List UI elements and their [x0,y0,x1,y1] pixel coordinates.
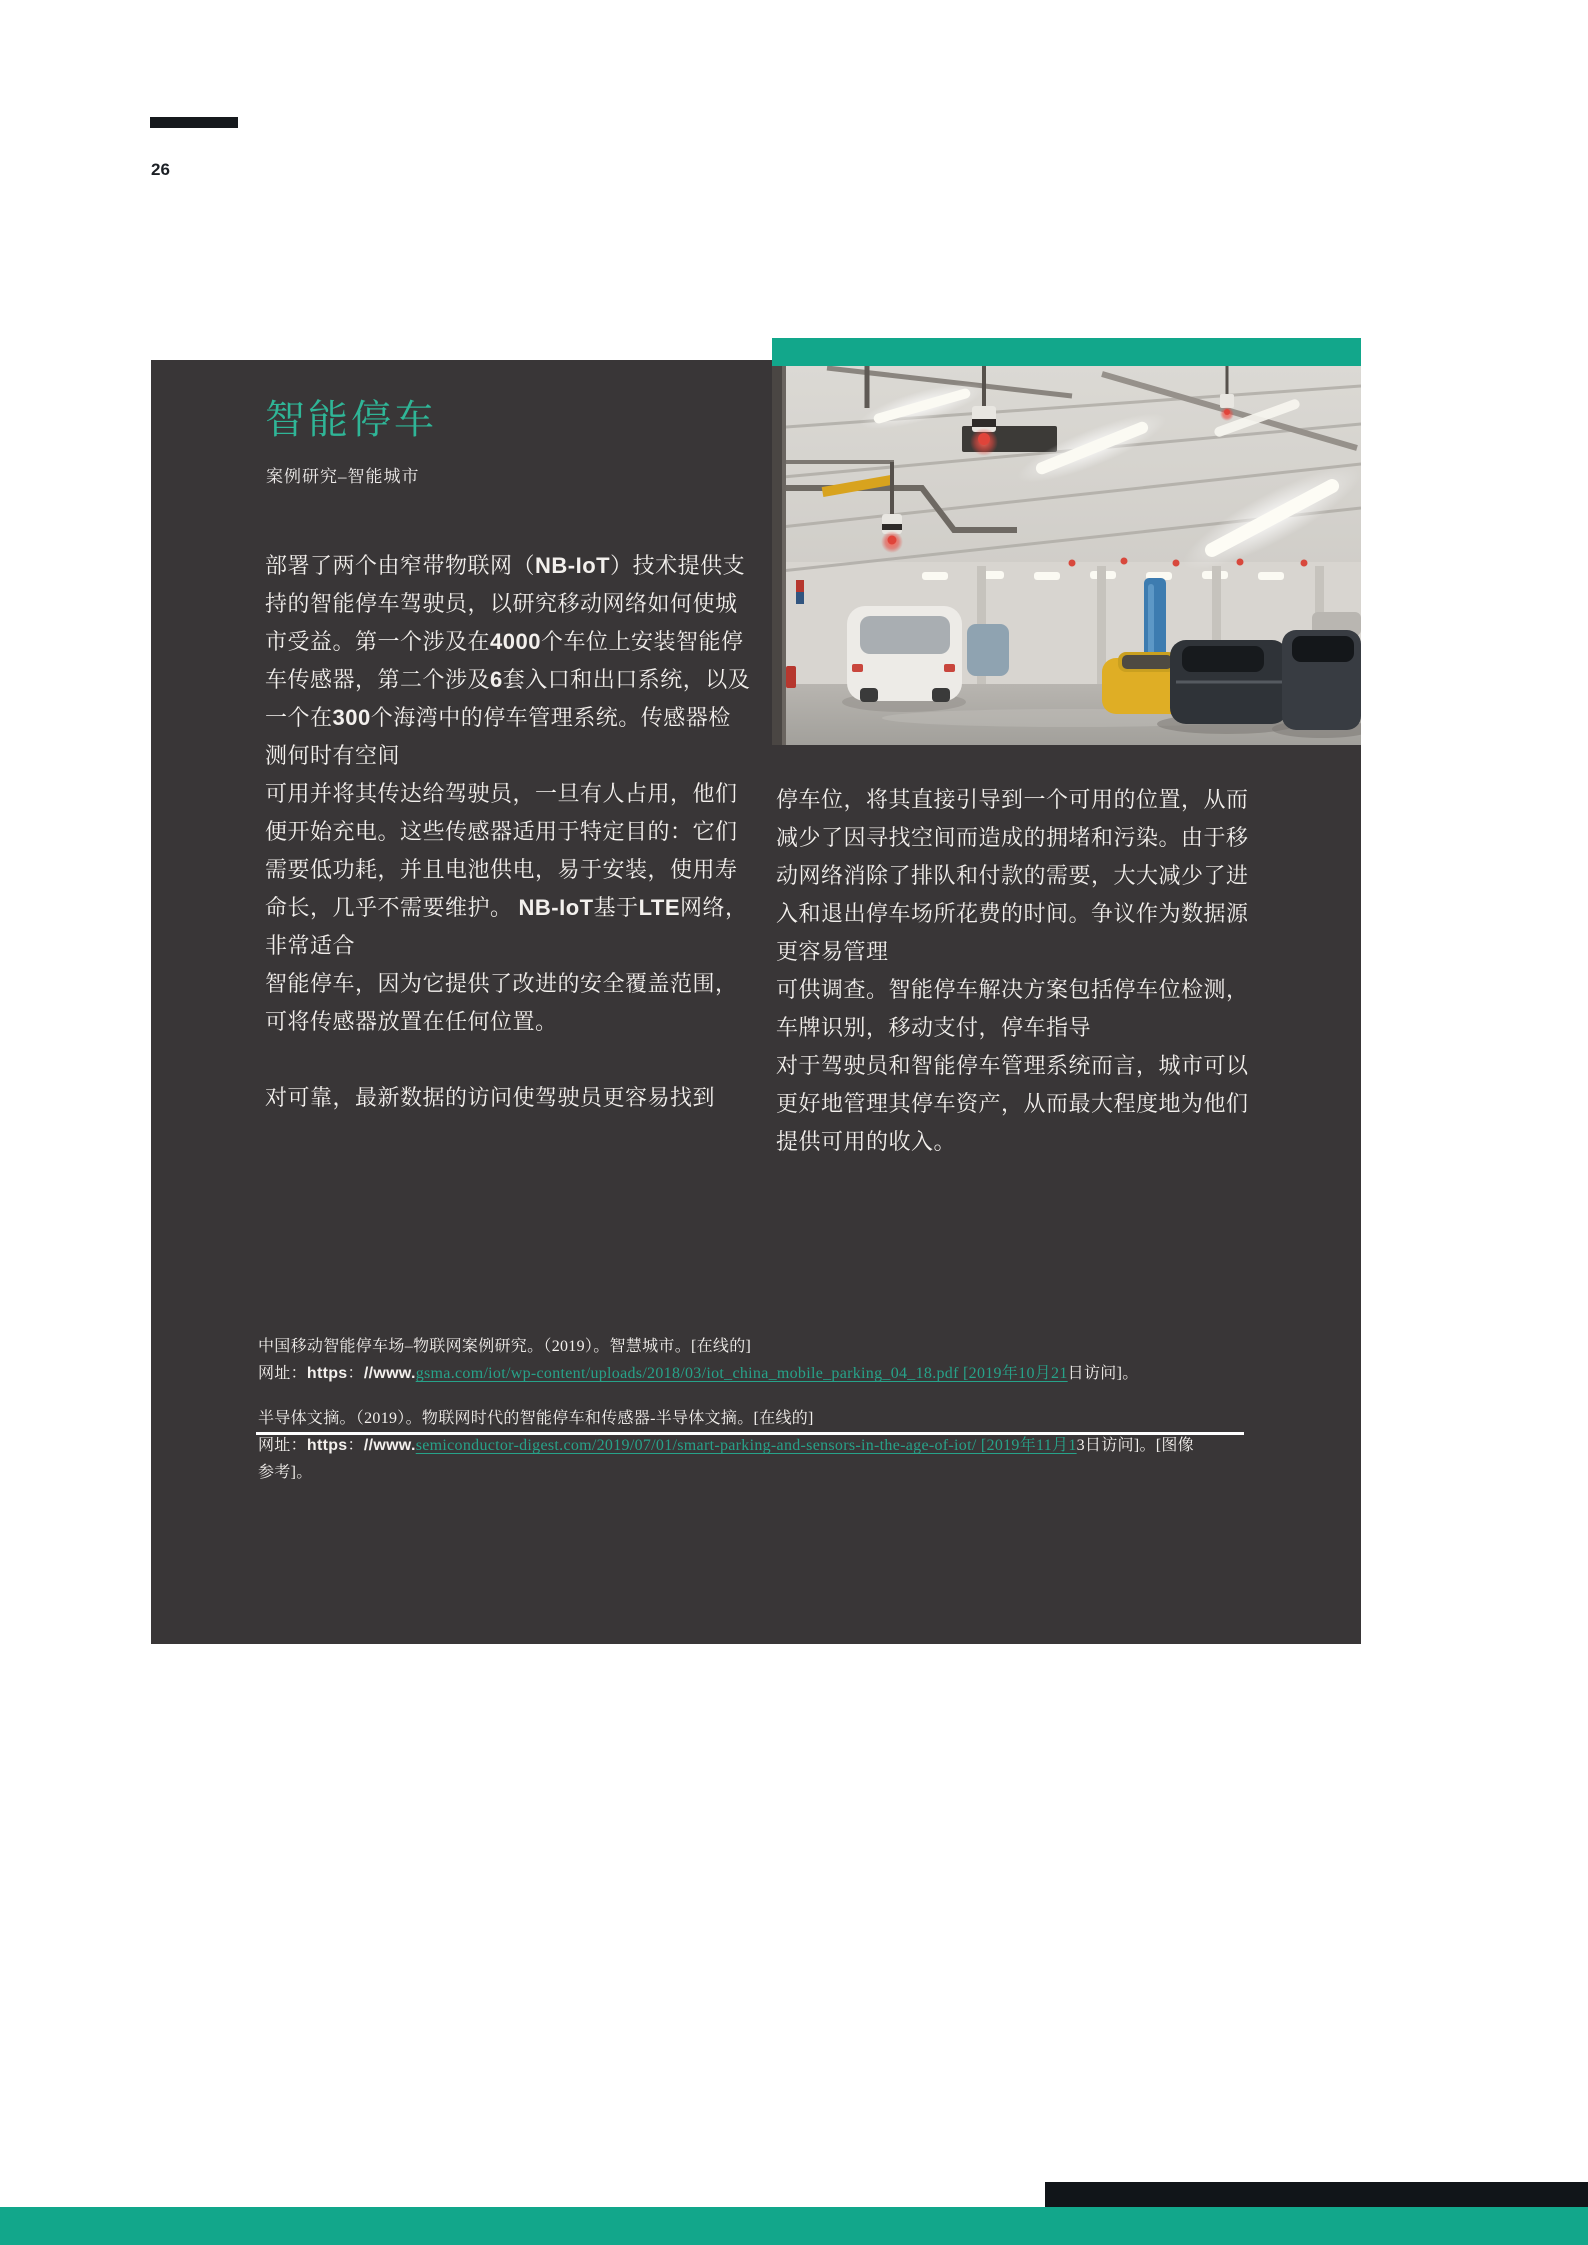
page-number: 26 [151,160,170,179]
paragraph: 停车位，将其直接引导到一个可用的位置，从而减少了因寻找空间而造成的拥堵和污染。由于移动网络消除了排队和付款的需要，大大减少了进入和退出停车场所花费的时间。争议作为数据源更容易管理 [776,787,1249,964]
left-text-column [265,547,751,1117]
paragraph: 智能停车，因为它提供了改进的安全覆盖范围，可将传感器放置在任何位置。 [265,971,738,1034]
paragraph: 可用并将其传达给驾驶员，一旦有人占用，他们便开始充电。这些传感器适用于特定目的：它们需要低功耗，并且电池供电，易于安装，使用寿命长，几乎不需要维护。 NB-IoT基于LTE网络，非常适合 [265,781,748,958]
footnote-line: 网址：https：//www.gsma.com/iot/wp-content/uploads/2018/03/iot_china_mobile_parking_04_18.pdf [2019年10月21日访问]。 [258,1365,1139,1382]
parking-garage-photo [772,338,1361,745]
footnote-divider-line [256,1432,1244,1435]
paragraph: 对于驾驶员和智能停车管理系统而言，城市可以更好地管理其停车资产，从而最大程度地为他们提供可用的收入。 [776,1053,1249,1154]
footnote-line: 半导体文摘。（2019）。物联网时代的智能停车和传感器-半导体文摘。[在线的] [258,1410,814,1427]
parking-garage-photo-image [772,366,1361,745]
footnote-references [258,1333,1350,1504]
top-divider-bar [150,117,238,128]
page-title: 智能停车 [265,397,437,442]
footnote-link[interactable]: gsma.com/iot/wp-content/uploads/2018/03/iot_china_mobile_parking_04_18.pdf [2019年10月21 [415,1365,1068,1382]
paragraph: 对可靠，最新数据的访问使驾驶员更容易找到 [265,1085,716,1110]
photo-accent-bar [772,338,1361,366]
footnote [258,1405,1350,1486]
footnote-link[interactable]: semiconductor-digest.com/2019/07/01/smart-parking-and-sensors-in-the-age-of-iot/ [2019年11月1 [415,1437,1077,1454]
page-subtitle: 案例研究–智能城市 [266,467,420,486]
bottom-black-bar [1045,2182,1588,2208]
footnote-line: 中国移动智能停车场–物联网案例研究。（2019）。智慧城市。[在线的] [258,1338,752,1355]
footnote [258,1333,1350,1387]
paragraph: 部署了两个由窄带物联网（NB-IoT）技术提供支持的智能停车驾驶员，以研究移动网络如何使城市受益。第一个涉及在4000个车位上安装智能停车传感器，第二个涉及6套入口和出口系统，以及一个在300个海湾中的停车管理系统。传感器检测何时有空间 [265,553,751,768]
right-text-column [776,781,1254,1161]
footnote-line: 网址：https：//www.semiconductor-digest.com/2019/07/01/smart-parking-and-sensors-in-the-age-of-iot/ [2019年11月13日访问]。[图像 [258,1437,1194,1454]
paragraph: 可供调查。智能停车解决方案包括停车位检测，车牌识别，移动支付，停车指导 [776,977,1249,1040]
bottom-teal-bar [0,2207,1588,2245]
footnote-line: 参考]。 [258,1464,313,1481]
